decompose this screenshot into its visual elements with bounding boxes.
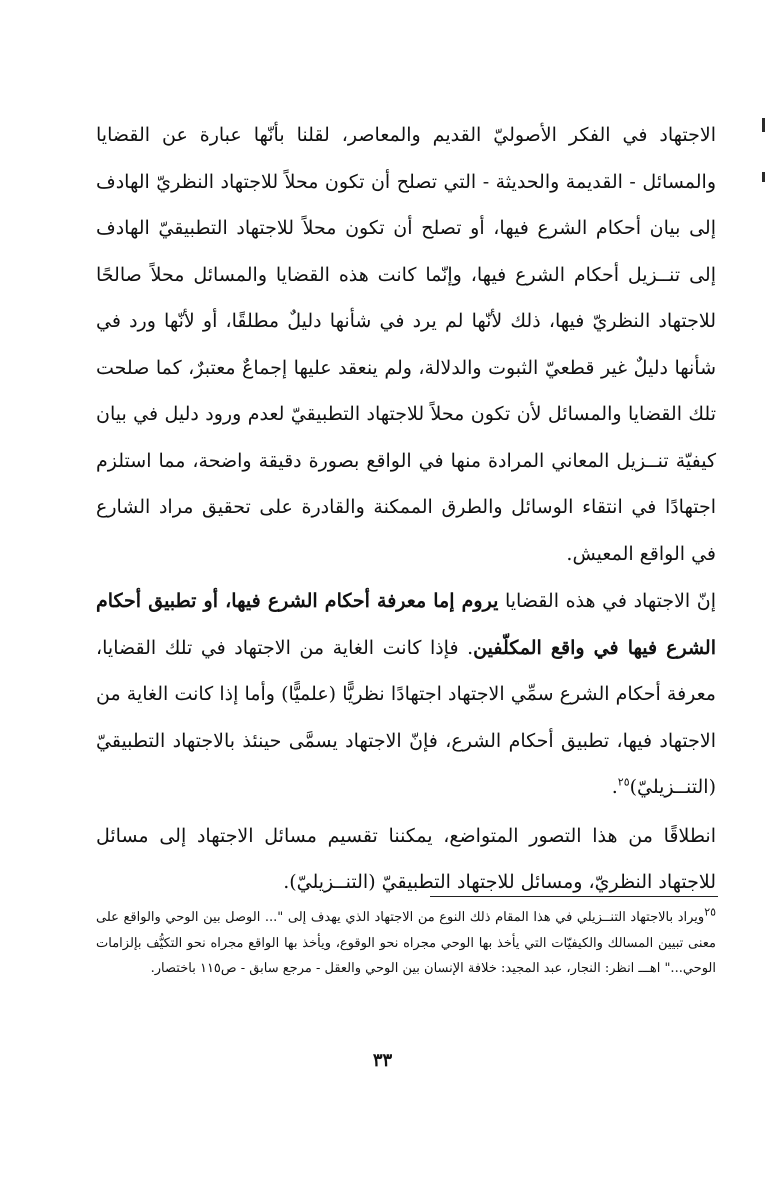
text-run: .: [611, 776, 618, 798]
text-run: إنّ الاجتهاد في هذه القضايا: [498, 590, 716, 612]
footnote-reference: ٢٥: [617, 775, 630, 789]
paragraph-1: [96, 112, 716, 577]
paragraph-3: [96, 813, 716, 906]
bold-text: يروم إما معرفة أحكام الشرع فيها، أو تطبيق أحكام الشرع فيها في واقع المكلّفين: [96, 590, 717, 659]
text-run: . فإذا كانت الغاية من الاجتهاد في تلك القضايا، معرفة أحكام الشرع سمِّي الاجتهاد اجتهادًا نظريًّا (علميًّا) وأما إذا كانت الغاية من الاجتهاد فيها، تطبيق أحكام الشرع، فإنّ الاجتهاد يسمَّى حينئذ بالاجتهاد التطبيقيّ (التنــزيليّ): [96, 636, 716, 798]
text-run: الاجتهاد في الفكر الأصوليّ القديم والمعاصر، لقلنا بأنّها عبارة عن القضايا والمسائل - القديمة والحديثة - التي تصلح أن تكون محلاً للاجتهاد النظريّ الهادف إلى بيان أحكام الشرع فيها، أو تصلح أن تكون محلاً للاجتهاد التطبيقيّ الهادف إلى تنــزيل أحكام الشرع فيها، وإنّما كانت هذه القضايا والمسائل محلاً صالحًا للاجتهاد النظريّ فيها، ذلك لأنّها لم يرد في شأنها دليلٌ مطلقًا، أو لأنّها ورد في شأنها دليلٌ غير قطعيّ الثبوت والدلالة، ولم ينعقد عليها إجماعٌ معتبرٌ، كما صلحت تلك القضايا والمسائل لأن تكون محلاً للاجتهاد التطبيقيّ لعدم ورود دليل في بيان كيفيّة تنــزيل المعاني المرادة منها في الواقع بصورة دقيقة واضحة، مما استلزم اجتهادًا في انتقاء الوسائل والطرق الممكنة والقادرة على تحقيق مراد الشارع في الواقع المعيش.: [96, 124, 716, 565]
footnote: [96, 905, 716, 982]
footnote-number: ٢٥: [704, 905, 717, 919]
paragraph-2: [96, 578, 716, 811]
page-body: [96, 112, 716, 906]
page-number: ٣٣: [372, 1050, 393, 1071]
footnote-separator: [430, 896, 718, 897]
footnote-text: ويراد بالاجتهاد التنــزيلي في هذا المقام ذلك النوع من الاجتهاد الذي يهدف إلى "... الوصل بين الوحي والواقع على معنى تبيين المسالك والكيفيّات التي يأخذ بها الوحي مجراه نحو الوقوع، ويأخذ بها الواقع مجراه نحو التكيُّف بإلزامات الوحي..." اهـــ انظر: النجار، عبد المجيد: خلافة الإنسان بين الوحي والعقل - مرجع سابق - ص١١٥ باختصار.: [96, 910, 716, 976]
text-run: انطلاقًا من هذا التصور المتواضع، يمكننا تقسيم مسائل الاجتهاد إلى مسائل للاجتهاد النظريّ، ومسائل للاجتهاد التطبيقيّ (التنــزيليّ).: [96, 824, 716, 893]
